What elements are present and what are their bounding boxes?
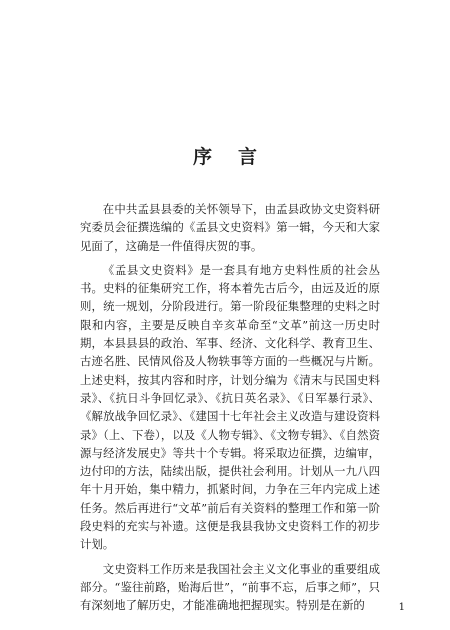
paragraph-1: 在中共孟县县委的关怀领导下，由孟县政协文史资料研究委员会征撰选编的《孟县文史资料》第一辑，今天和大家见面了，这确是一件值得庆贺的事。 (80, 202, 380, 253)
body-text (80, 200, 380, 615)
page-number: 1 (398, 602, 405, 613)
paragraph-2: 《孟县文史资料》是一套具有地方史料性质的社会丛书。史料的征集研究工作，将本着先古后今，由远及近的原则，统一规划，分阶段进行。第一阶段征集整理的史料之时限和内容，主要是反映自辛亥革命至“文革”前这一历史时期，本县县县的政治、军事、经济、文化科学、教育卫生、古迹名胜、民情风俗及人物轶事等方面的一些概况与片断。上述史料，按其内容和时序，计划分编为《清末与民国史料录》、《抗日斗争回忆录》、《抗日英名录》、《日军暴行录》、《解放战争回忆录》、《建国十七年社会主义改造与建设资料录》（上、下卷），以及《人物专辑》、《文物专辑》、《自然资源与经济发展史》等共十个专辑。将采取边征撰，边编审，边付印的方法，陆续出版，提供社会利用。计划从一九八四年十月开始，集中精力，抓紧时间，力争在三年内完成上述任务。然后再进行“文革”前后有关资料的整理工作和第一阶段史料的充实与补遗。这便是我县我协文史资料工作的初步计划。 (80, 262, 380, 552)
paragraph-3: 文史资料工作历来是我国社会主义文化事业的重要组成部分。“鉴往前路，贻海后世”，“前事不忘，后事之师”，只有深刻地了解历史，才能准确地把握现实。特别是在新的 (80, 561, 380, 613)
page-title: 序言 (192, 146, 283, 168)
